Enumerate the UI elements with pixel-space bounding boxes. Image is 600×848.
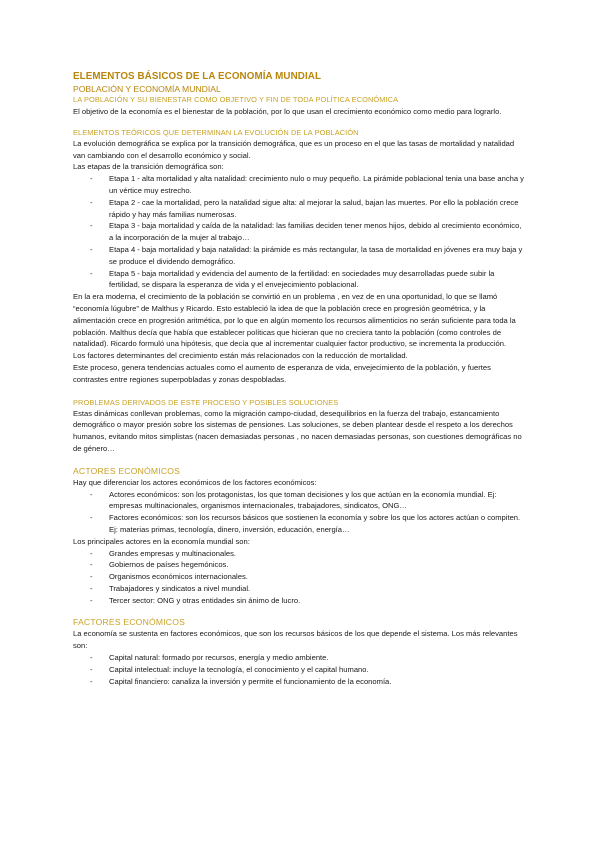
list-item: - Trabajadores y sindicatos a nivel mundial. [90, 583, 251, 593]
stages-list [73, 173, 525, 291]
paragraph-factores-intro: La economía se sustenta en factores económicos, que son los recursos básicos de los que depende el sistema. Los más relevantes son: [73, 629, 518, 651]
list-item: - Actores económicos: son los protagonistas, los que toman decisiones y los que actúan en la economía mundial. Ej: empresas multinacionales, organismos internacionales, trabajadores, sindicatos, ONG… [90, 489, 497, 511]
section-heading-poblacion: POBLACIÓN Y ECONOMÍA MUNDIAL [73, 84, 221, 94]
list-item: - Etapa 5 - baja mortalidad y evidencia del aumento de la fertilidad: en sociedades muy desarrolladas puede subir la fertilidad, se dispara la esperanza de vida y el envejecimiento poblacional. [90, 268, 495, 290]
paragraph-evolucion: La evolución demográfica se explica por la transición demográfica, que es un proceso en el que las tasas de mortalidad y natalidad van cambiando con el desarrollo económico y social. [73, 138, 515, 160]
subsection-heading-problemas: PROBLEMAS DERIVADOS DE ESTE PROCESO Y POSIBLES SOLUCIONES [73, 397, 339, 407]
list-item: - Etapa 2 - cae la mortalidad, pero la natalidad sigue alta: al mejorar la salud, bajan las muertes. Por ello la población crece rápido y hay más familias numerosas. [90, 197, 519, 219]
paragraph-problemas: Estas dinámicas conllevan problemas, como la migración campo-ciudad, desequilibrios en la fuerza del trabajo, estancamiento demográfico o mayor presión sobre los sistemas de pensiones. Las soluciones, se deben plantear desde el respeto a los derechos humanos, evitando mitos simplistas (nacen demasiadas personas , no nacen demasiadas personas, son cuestiones demográficas no de género… [73, 408, 522, 453]
subsection-heading-bienestar: LA POBLACIÓN Y SU BIENESTAR COMO OBJETIVO Y FIN DE TODA POLÍTICA ECONÓMICA [73, 95, 399, 104]
paragraph-tendencias: Este proceso, genera tendencias actuales como el aumento de esperanza de vida, envejecimiento de la población, y fuertes contrastes entre regiones superpobladas y zonas despobladas. [73, 362, 491, 384]
paragraph-etapas-intro: Las etapas de la transición demográfica son: [73, 162, 224, 172]
paragraph-factores-crecimiento: Los factores determinantes del crecimiento están más relacionados con la reducción de mortalidad. [73, 351, 408, 361]
list-item: - Gobiernos de países hegemónicos. [90, 560, 229, 570]
principales-actores-list [73, 548, 525, 607]
list-item: - Etapa 3 - baja mortalidad y caída de la natalidad: las familias deciden tener menos hijos, debido al crecimiento económico, a la incorporación de la mujer al trabajo… [90, 221, 522, 243]
list-item: - Tercer sector: ONG y otras entidades sin ánimo de lucro. [90, 595, 301, 605]
paragraph-objetivo: El objetivo de la economía es el bienestar de la población, por lo que usan el crecimiento económico como medio para lograrlo. [73, 107, 502, 116]
list-item: - Etapa 1 - alta mortalidad y alta natalidad: crecimiento nulo o muy pequeño. La pirámide poblacional tenia una base ancha y un vértice muy estrecho. [90, 174, 524, 195]
list-item: - Organismos económicos internacionales. [90, 572, 248, 582]
paragraph-actores-intro: Hay que diferenciar los actores económicos de los factores económicos: [73, 477, 317, 487]
list-item: - Grandes empresas y multinacionales. [90, 548, 237, 558]
section-heading-factores: FACTORES ECONÓMICOS [73, 617, 186, 628]
section-heading-actores: ACTORES ECONÓMICOS [73, 465, 181, 476]
list-item: - Factores económicos: son los recursos básicos que sostienen la economía y sobre los que los actores actúan o compiten. Ej: materias primas, tecnología, dinero, inversión, educación, energía… [90, 513, 521, 534]
document-body [73, 71, 525, 687]
document-title: ELEMENTOS BÁSICOS DE LA ECONOMÍA MUNDIAL [73, 71, 322, 82]
list-item: - Capital natural: formado por recursos, energía y medio ambiente. [90, 653, 329, 663]
paragraph-principales-actores: Los principales actores en la economía mundial son: [73, 536, 250, 546]
factores-list [73, 652, 525, 687]
actores-factores-list [73, 489, 525, 536]
list-item: - Capital financiero: canaliza la inversión y permite el funcionamiento de la economía. [90, 676, 392, 686]
list-item: - Etapa 4 - baja mortalidad y baja natalidad: la pirámide es más rectangular, la tasa de mortalidad en jóvenes era muy baja y se produce el dividendo demográfico. [90, 244, 523, 266]
paragraph-era-moderna: En la era moderna, el crecimiento de la población se convirtió en un problema , en vez de en una oportunidad, lo que se llamó “economía lúgubre” de Malthus y Ricardo. Esto estableció la idea de que la población crece en progresión geométrica, y la alimentación crece en progresión aritmética, por lo que en algún momento los recursos alimenticios no serán suficiente para toda la población. Malthus decía que había que establecer políticas que hicieran que no creciera tanto la población (como controles de natalidad). Ricardo formuló una hipótesis, que decía que al incrementar cualquier factor productivo, se incrementa la producción. [73, 292, 516, 349]
subsection-heading-elementos-teoricos: ELEMENTOS TEÓRICOS QUE DETERMINAN LA EVOLUCIÓN DE LA POBLACIÓN [73, 127, 359, 137]
list-item: - Capital intelectual: incluye la tecnología, el conocimiento y el capital humano. [90, 664, 369, 674]
